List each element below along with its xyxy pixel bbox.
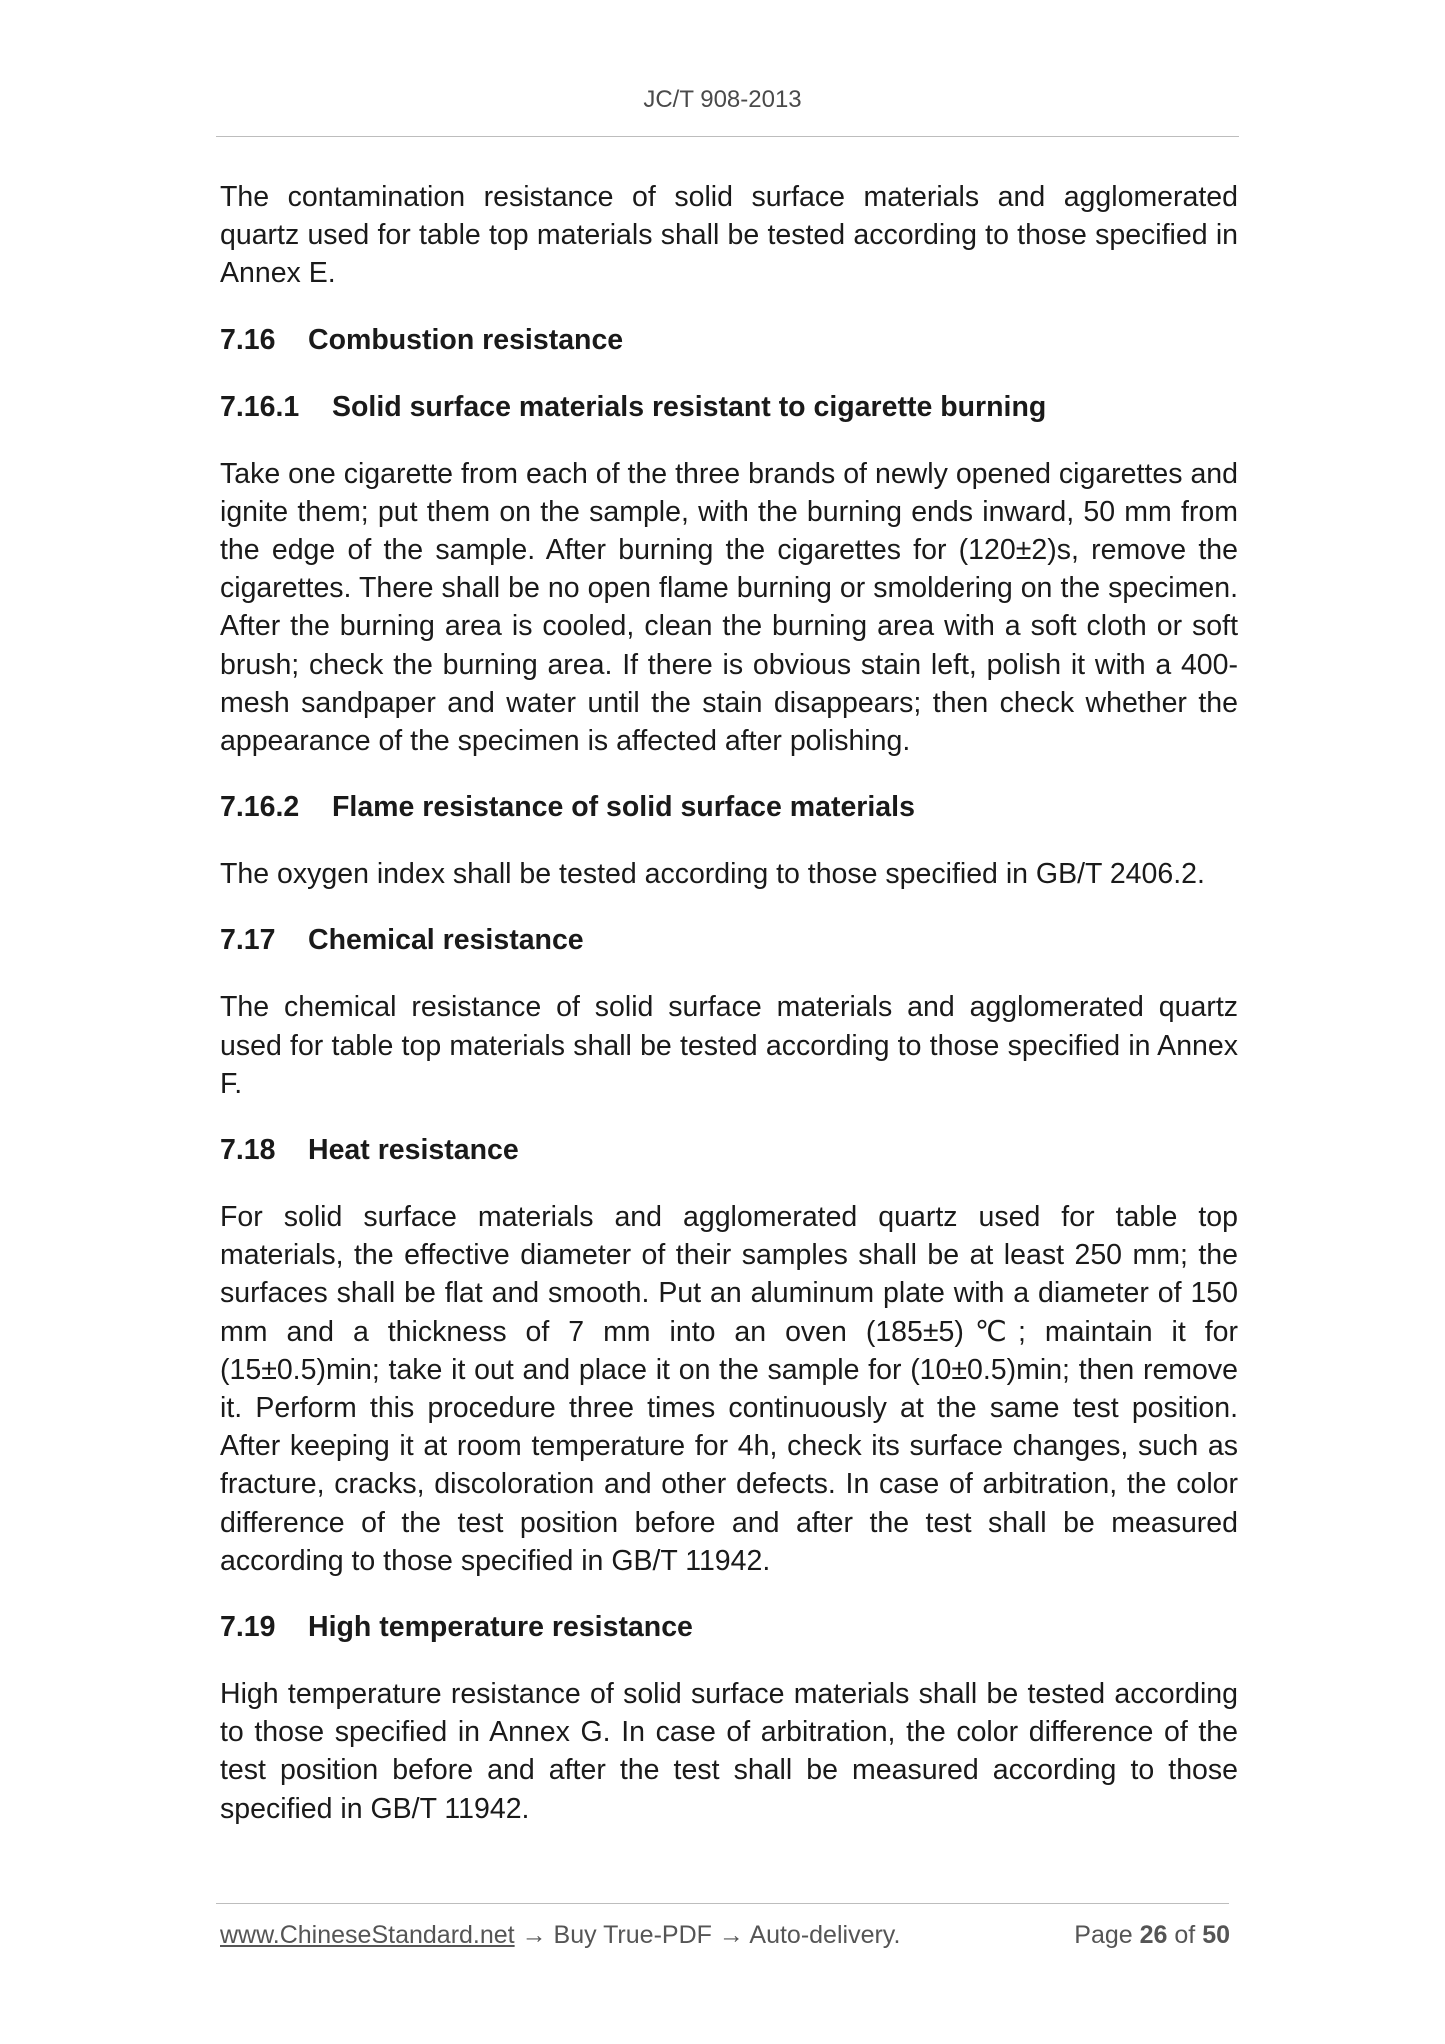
website-link[interactable]: www.ChineseStandard.net bbox=[220, 1921, 515, 1949]
section-number: 7.16.1 bbox=[220, 390, 300, 423]
section-title: High temperature resistance bbox=[308, 1611, 693, 1644]
section-number: 7.16 bbox=[220, 323, 276, 356]
section-number: 7.17 bbox=[220, 924, 276, 957]
section-heading-7-16 bbox=[220, 321, 1238, 359]
section-title: Solid surface materials resistant to cigarette burning bbox=[332, 390, 1047, 423]
section-title: Flame resistance of solid surface materials bbox=[332, 791, 915, 824]
paragraph-7-16-2: The oxygen index shall be tested according to those specified in GB/T 2406.2. bbox=[220, 858, 1205, 891]
section-heading-7-17 bbox=[220, 921, 1238, 959]
section-title: Chemical resistance bbox=[308, 924, 584, 957]
section-number: 7.18 bbox=[220, 1134, 276, 1167]
page-header: JC/T 908-2013 bbox=[643, 86, 802, 113]
section-heading-7-16-2 bbox=[220, 788, 1238, 826]
of-label: of bbox=[1174, 1921, 1196, 1949]
paragraph-7-18: For solid surface materials and agglomerated quartz used for table top materials, the effective diameter of their samples shall be at least 250 mm; the surfaces shall be flat and smooth. Put an aluminum plate with a diameter of 150 mm and a thickness of 7 mm into an oven (185±5)℃; maintain it for (15±0.5)min; take it out and place it on the sample for (10±0.5)min; then remove it. Perform this procedure three times continuously at the same test position. After keeping it at room temperature for 4h, check its surface changes, such as fracture, cracks, discoloration and other defects. In case of arbitration, the color difference of the test position before and after the test shall be measured according to those specified in GB/T 11942. bbox=[220, 1201, 1238, 1577]
section-heading-7-16-1 bbox=[220, 388, 1238, 426]
page-number: 26 bbox=[1139, 1921, 1168, 1949]
footer-tagline: → Buy True-PDF → Auto-delivery. bbox=[514, 1921, 901, 1949]
paragraph-7-16-1: Take one cigarette from each of the three brands of newly opened cigarettes and ignite them; put them on the sample, with the burning ends inward, 50 mm from the edge of the sample. After burning the cigarettes for (120±2)s, remove the cigarettes. There shall be no open flame burning or smoldering on the specimen. After the burning area is cooled, clean the burning area with a soft cloth or soft brush; check the burning area. If there is obvious stain left, polish it with a 400-mesh sandpaper and water until the stain disappears; then check whether the appearance of the specimen is affected after polishing. bbox=[220, 457, 1238, 758]
page-footer bbox=[220, 1921, 1230, 1950]
total-pages: 50 bbox=[1202, 1921, 1230, 1949]
paragraph-intro: The contamination resistance of solid surface materials and agglomerated quartz used for table top materials shall be tested according to those specified in Annex E. bbox=[220, 181, 1238, 290]
section-number: 7.16.2 bbox=[220, 791, 300, 824]
page-indicator bbox=[1074, 1921, 1230, 1950]
section-heading-7-18 bbox=[220, 1131, 1238, 1169]
paragraph-7-19: High temperature resistance of solid surface materials shall be tested according to those specified in Annex G. In case of arbitration, the color difference of the test position before and after the test shall be measured according to those specified in GB/T 11942. bbox=[220, 1678, 1238, 1825]
section-title: Heat resistance bbox=[308, 1134, 519, 1167]
paragraph-7-17: The chemical resistance of solid surface materials and agglomerated quartz used for table top materials shall be tested according to those specified in Annex F. bbox=[220, 991, 1238, 1100]
footer-divider bbox=[216, 1903, 1229, 1904]
section-number: 7.19 bbox=[220, 1611, 276, 1644]
page-label: Page bbox=[1074, 1921, 1133, 1949]
section-heading-7-19 bbox=[220, 1608, 1238, 1646]
section-title: Combustion resistance bbox=[308, 323, 624, 356]
document-body bbox=[220, 178, 1238, 1856]
header-divider bbox=[216, 136, 1239, 137]
